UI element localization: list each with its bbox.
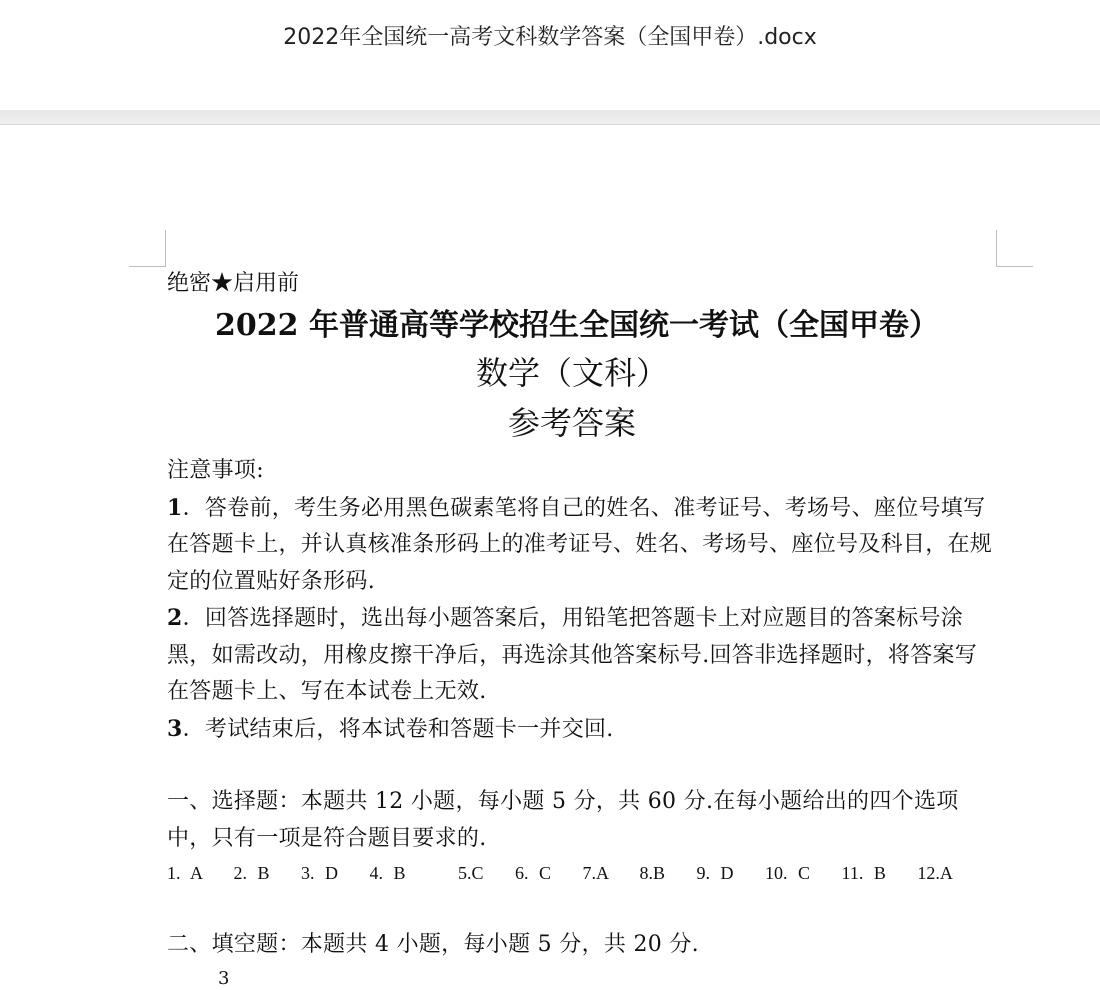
note-text: ．答卷前，考生务必用黑色碳素笔将自己的姓名、准考证号、考场号、座位号填写在答题卡上，并认真核准条形码上的准考证号、姓名、考场号、座位号及科目，在规定的位置贴好条形码. xyxy=(167,495,993,594)
exam-title: 2022 年普通高等学校招生全国统一考试（全国甲卷） xyxy=(215,308,939,343)
spacer xyxy=(167,748,997,784)
document-title: 2022年全国统一高考文科数学答案（全国甲卷）.docx xyxy=(283,25,817,50)
note-text: ．回答选择题时，选出每小题答案后，用铅笔把答题卡上对应题目的答案标号涂黑，如需改动，用橡皮擦干净后，再选涂其他答案标号.回答非选择题时，将答案写在答题卡上、写在本试卷上无效. xyxy=(167,606,978,704)
answers-title: 参考答案 xyxy=(507,404,636,442)
note-number: 3 xyxy=(167,715,183,742)
page-corner-mark-right xyxy=(996,230,1033,267)
note-item xyxy=(167,711,997,749)
notes-heading: 注意事项: xyxy=(167,458,264,483)
document-body[interactable] xyxy=(167,265,997,964)
q13-fraction-numerator: 3 xyxy=(218,968,230,989)
secret-label: 绝密★启用前 xyxy=(167,271,300,296)
section2-heading: 二、填空题：本题共 4 小题，每小题 5 分，共 20 分. xyxy=(167,932,699,957)
note-item xyxy=(167,490,997,601)
note-text: ．考试结束后，将本试卷和答题卡一并交回. xyxy=(182,716,614,742)
note-number: 2 xyxy=(167,605,183,631)
section1-answers: 1. A 2. B 3. D 4. B 5.C 6. C 7.A 8.B 9. D 10. C 11. B 12.A xyxy=(167,863,953,883)
spacer xyxy=(167,889,997,927)
note-number: 1 xyxy=(167,494,183,521)
title-bar xyxy=(0,0,1100,110)
subject-title: 数学（文科） xyxy=(475,354,668,392)
note-item xyxy=(167,600,997,711)
page-separator xyxy=(0,110,1100,125)
page-corner-mark-left xyxy=(129,230,166,267)
section1-heading: 一、选择题：本题共 12 小题，每小题 5 分，共 60 分.在每小题给出的四个选项中，只有一项是符合题目要求的. xyxy=(167,789,959,851)
